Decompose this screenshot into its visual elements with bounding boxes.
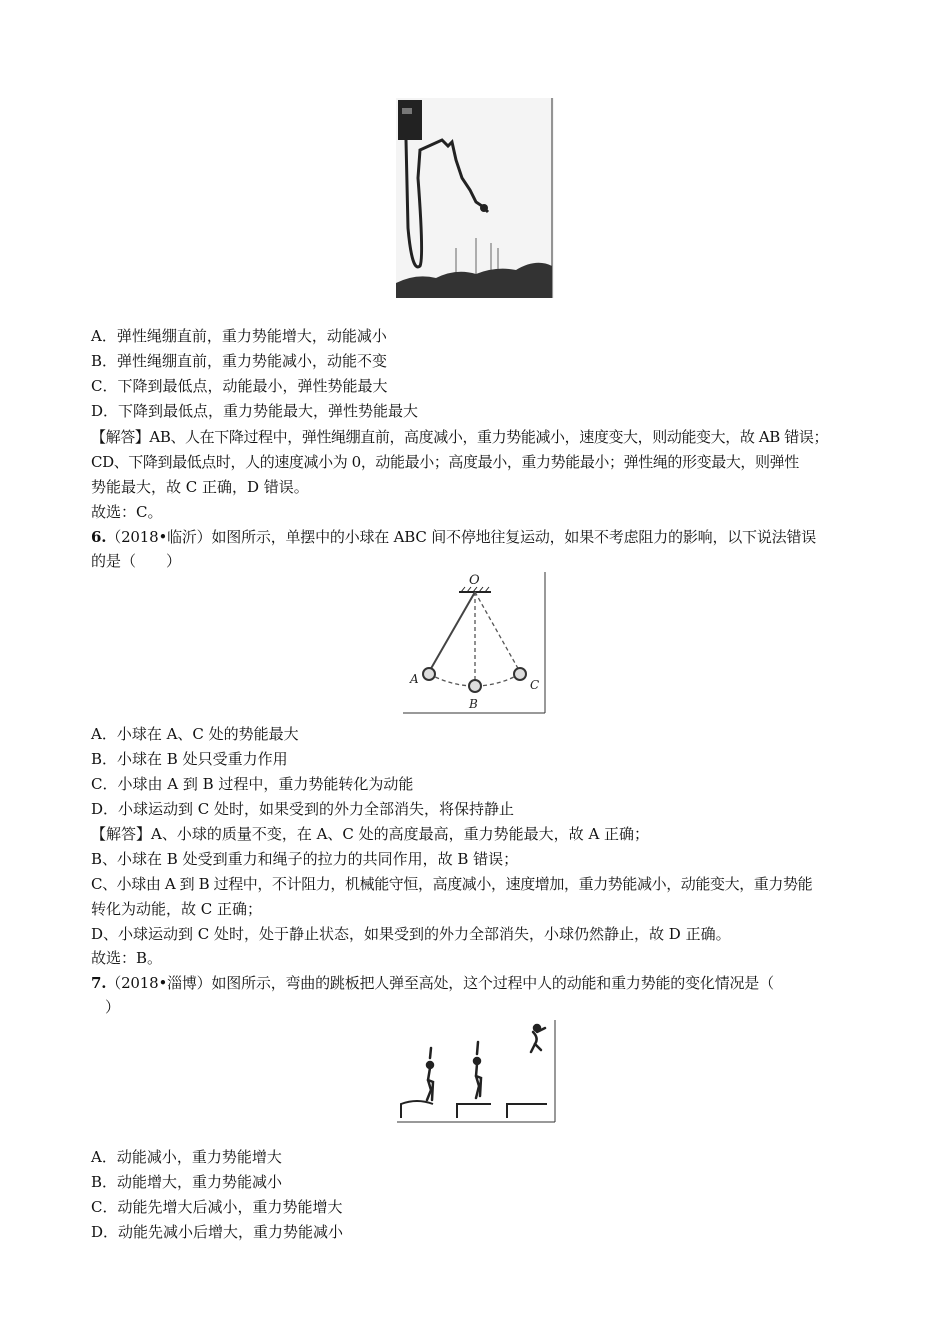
q5-choice: 故选：C。 [91, 503, 163, 521]
ball-a [423, 668, 435, 680]
q6-number: 6. [91, 528, 107, 546]
q6-option-c: C．小球由 A 到 B 过程中，重力势能转化为动能 [91, 775, 414, 793]
q6-option-b: B．小球在 B 处只受重力作用 [91, 750, 288, 768]
q6-option-d: D．小球运动到 C 处时，如果受到的外力全部消失，将保持静止 [91, 800, 515, 818]
jumper-3 [531, 1025, 545, 1052]
q7-option-d: D．动能先减小后增大，重力势能减小 [91, 1223, 344, 1241]
q6-answer-line-3: C、小球由 A 到 B 过程中，不计阻力，机械能守恒，高度减小，速度增加，重力势能减小，动能变大，重力势能 [91, 875, 813, 893]
pendulum-figure [403, 570, 547, 715]
q5-option-c: C．下降到最低点，动能最小，弹性势能最大 [91, 377, 388, 395]
q6-stem-text: （2018•临沂）如图所示，单摆中的小球在 ABC 间不停地往复运动，如果不考虑阻力的影响，以下说法错误 [106, 528, 817, 546]
q7-option-b: B．动能增大，重力势能减小 [91, 1173, 283, 1191]
q6-answer-line-5: D、小球运动到 C 处时，处于静止状态，如果受到的外力全部消失，小球仍然静止，故 D 正确。 [91, 925, 731, 943]
q5-answer-line-1: 【解答】AB、人在下降过程中，弹性绳绷直前，高度减小，重力势能减小，速度变大，则动能变大，故 AB 错误； [91, 428, 829, 446]
q5-option-a: A．弹性绳绷直前，重力势能增大，动能减小 [91, 327, 387, 345]
q6-option-a: A．小球在 A、C 处的势能最大 [91, 725, 299, 743]
q7-stem-line-1 [91, 973, 774, 993]
pivot-label-o: O [469, 573, 480, 588]
springboard-figure [397, 1018, 559, 1124]
ball-c [514, 668, 526, 680]
jumper-2 [474, 1042, 481, 1098]
q6-stem-line-1 [91, 527, 816, 547]
q6-choice: 故选：B。 [91, 949, 163, 967]
q5-answer-line-3: 势能最大，故 C 正确，D 错误。 [91, 478, 309, 496]
pendulum-string [429, 592, 475, 672]
board-1 [401, 1101, 433, 1118]
q6-answer-line-4: 转化为动能，故 C 正确； [91, 900, 263, 918]
board-3 [507, 1104, 547, 1118]
q6-answer-line-1: 【解答】A、小球的质量不变，在 A、C 处的高度最高，重力势能最大，故 A 正确； [91, 825, 650, 843]
q7-number: 7. [91, 974, 107, 992]
bungee-jump-figure [396, 98, 554, 298]
ball-b [469, 680, 481, 692]
board-2 [457, 1104, 491, 1118]
q7-stem-line-2: ） [105, 998, 121, 1016]
label-a: A [410, 672, 419, 686]
jumper-1 [427, 1048, 433, 1100]
q7-stem-text: （2018•淄博）如图所示，弯曲的跳板把人弹至高处，这个过程中人的动能和重力势能的变化情况是（ [106, 974, 774, 992]
q6-stem-line-2: 的是（ ） [91, 552, 182, 570]
q5-option-d: D．下降到最低点，重力势能最大，弹性势能最大 [91, 402, 419, 420]
q6-answer-line-2: B、小球在 B 处受到重力和绳子的拉力的共同作用，故 B 错误； [91, 850, 519, 868]
q7-option-a: A．动能减小，重力势能增大 [91, 1148, 282, 1166]
label-b: B [469, 697, 478, 711]
dashed-string-c [475, 592, 520, 672]
q5-answer-line-2: CD、下降到最低点时，人的速度减小为 0，动能最小；高度最小，重力势能最小；弹性绳的形变最大，则弹性 [91, 453, 799, 471]
q7-option-c: C．动能先增大后减小，重力势能增大 [91, 1198, 343, 1216]
q5-option-b: B．弹性绳绷直前，重力势能减小，动能不变 [91, 352, 388, 370]
label-c: C [530, 678, 540, 692]
